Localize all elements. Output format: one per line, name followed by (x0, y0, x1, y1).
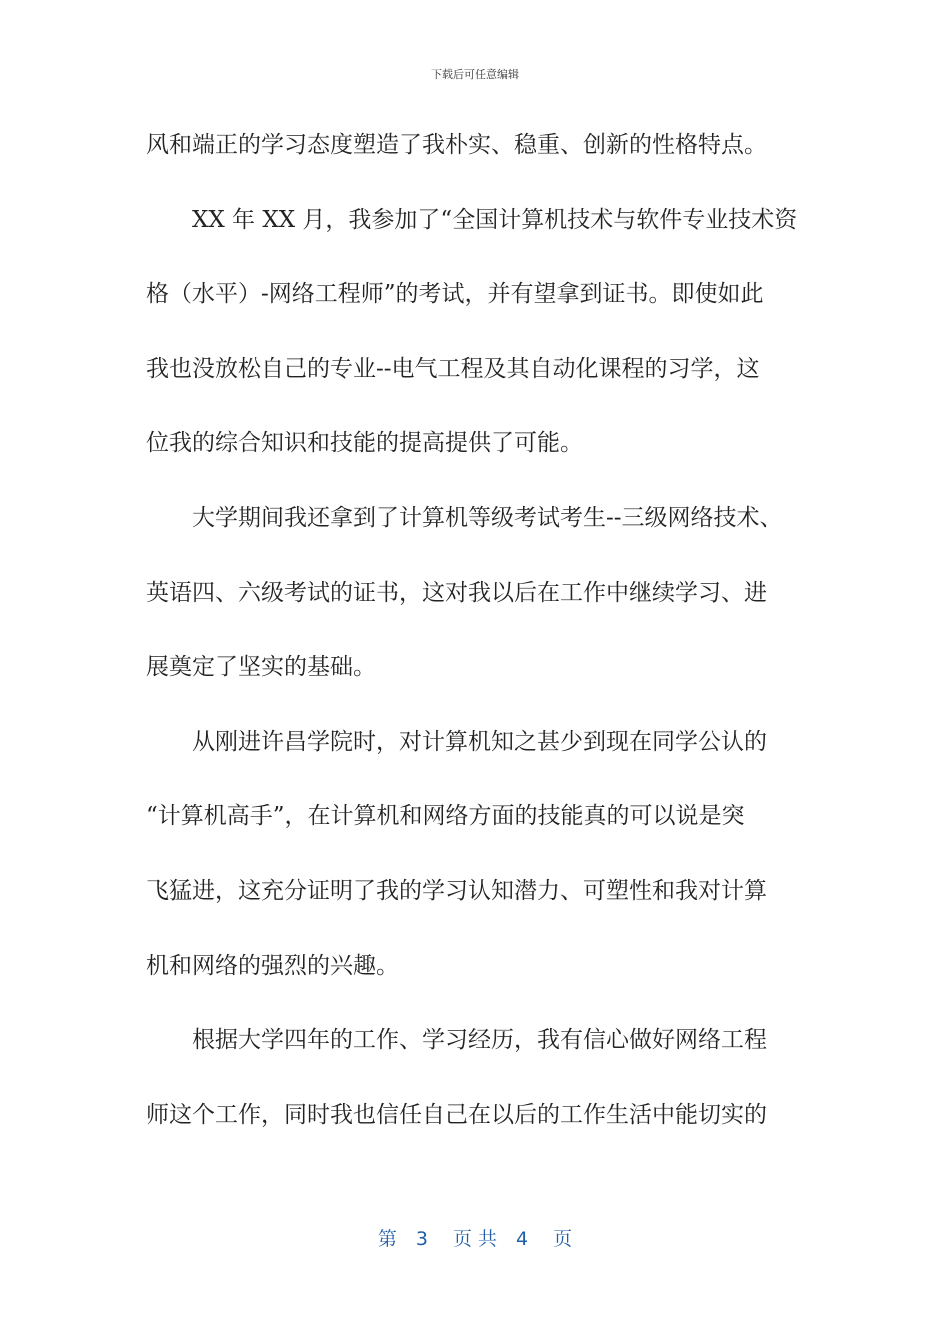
text-line-11: 飞猛进，这充分证明了我的学习认知潜力、可塑性和我对计算 (146, 877, 767, 904)
text-line-14: 师这个工作，同时我也信任自己在以后的工作生活中能切实的 (146, 1101, 767, 1128)
text-line-1: 风和端正的学习态度塑造了我朴实、稳重、创新的性格特点。 (146, 132, 767, 158)
page-header: 下载后可任意编辑 (431, 68, 519, 81)
text-line-9: 从刚进许昌学院时，对计算机知之甚少到现在同学公认的 (192, 728, 767, 755)
text-line-2: XX 年 XX 月，我参加了“全国计算机技术与软件专业技术资 (192, 206, 798, 233)
text-line-5: 位我的综合知识和技能的提高提供了可能。 (146, 430, 583, 457)
text-line-8: 展奠定了坚实的基础。 (146, 654, 376, 681)
text-line-6: 大学期间我还拿到了计算机等级考试考生--三级网络技术、 (192, 504, 783, 531)
text-line-7: 英语四、六级考试的证书，这对我以后在工作中继续学习、进 (146, 579, 767, 606)
text-line-12: 机和网络的强烈的兴趣。 (146, 952, 399, 979)
text-line-3: 格（水平）-网络工程师”的考试，并有望拿到证书。即使如此 (146, 281, 764, 308)
text-line-10: “计算机高手”，在计算机和网络方面的技能真的可以说是突 (146, 803, 745, 830)
text-line-13: 根据大学四年的工作、学习经历，我有信心做好网络工程 (192, 1027, 767, 1054)
page-number-footer: 第 3 页 共 4 页 (377, 1228, 573, 1250)
text-line-4: 我也没放松自己的专业--电气工程及其自动化课程的习学，这 (146, 355, 760, 382)
document-body (146, 122, 806, 1166)
